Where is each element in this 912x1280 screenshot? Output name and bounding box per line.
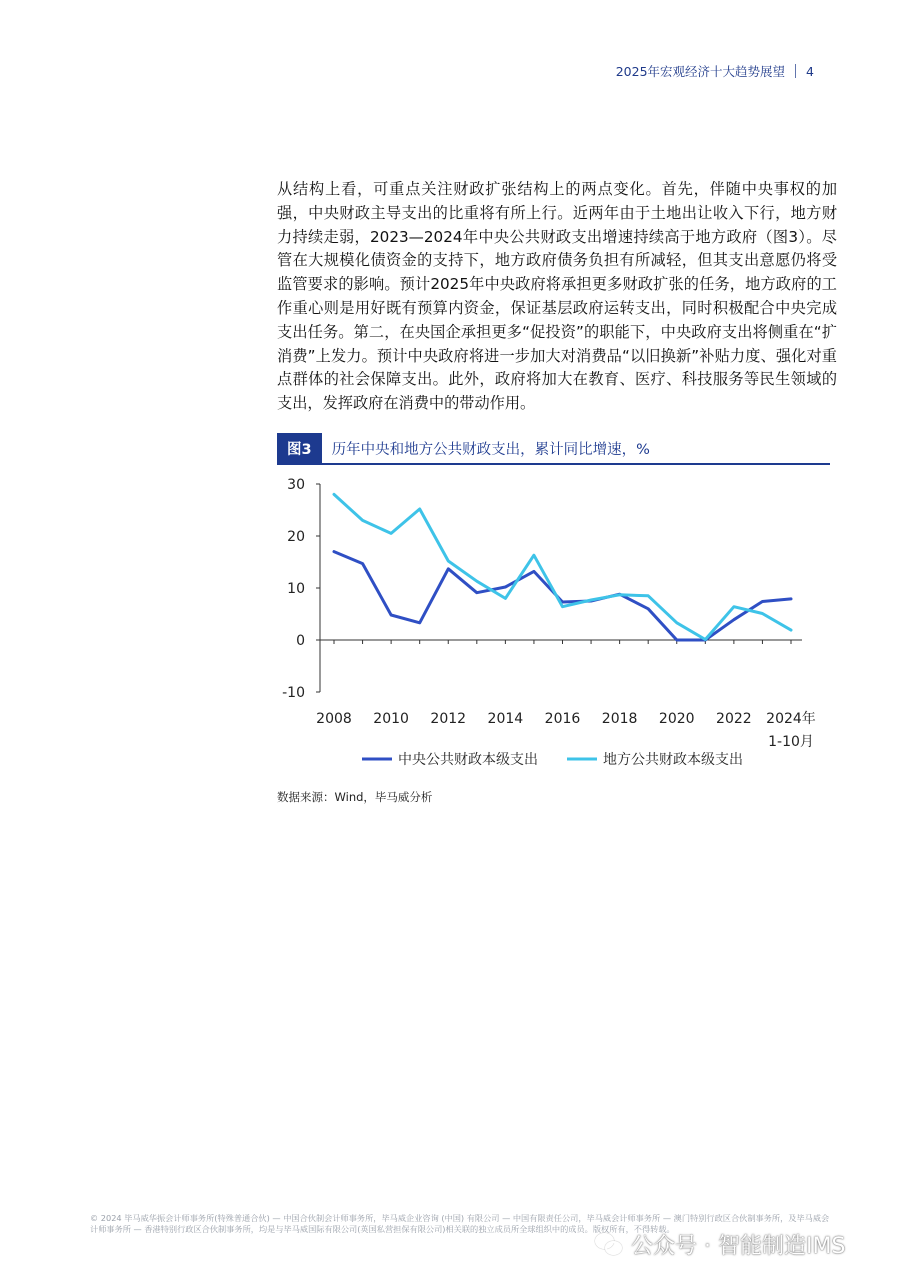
watermark bbox=[595, 1229, 845, 1259]
x-tick-label: 2018 bbox=[601, 711, 638, 727]
x-tick-label: 2020 bbox=[658, 711, 695, 727]
page-number: 4 bbox=[806, 63, 814, 79]
x-tick-label: 2014 bbox=[487, 711, 524, 727]
y-tick-label: 30 bbox=[287, 477, 305, 493]
body-paragraph: 从结构上看，可重点关注财政扩张结构上的两点变化。首先，伴随中央事权的加强，中央财政主导支出的比重将有所上行。近两年由于土地出让收入下行，地方财力持续走弱，2023—2024年中央公共财政支出增速持续高于地方政府（图3）。尽管在大规模化债资金的支持下，地方政府债务负担有所减轻，但其支出意愿仍将受监管要求的影响。预计2025年中央政府将承担更多财政扩张的任务，地方政府的工作重心则是用好既有预算内资金，保证基层政府运转支出，同时积极配合中央完成支出任务。第二，在央国企承担更多“促投资”的职能下，中央政府支出将侧重在“扩消费”上发力。预计中央政府将进一步加大对消费品“以旧换新”补贴力度、强化对重点群体的社会保障支出。此外，政府将加大在教育、医疗、科技服务等民生领域的支出，发挥政府在消费中的带动作用。 bbox=[277, 180, 837, 413]
x-tick-label: 2008 bbox=[316, 711, 352, 727]
footer-copyright: © 2024 毕马威华振会计师事务所(特殊普通合伙) — 中国合伙制会计师事务所，毕马威企业咨询 (中国) 有限公司 — 中国有限责任公司，毕马威会计师事务所 — 澳门特别行政区合伙制事务所，及毕马威会计师事务所 — 香港特别行政区合伙制事务所，均是与毕马威国际有限公司(英国私营担保有限公司)相关联的独立成员所全球组织中的成员。版权所有，不得转载。 bbox=[90, 1213, 830, 1234]
page-header bbox=[616, 62, 814, 80]
x-tick-label: 2010 bbox=[373, 711, 409, 727]
figure-label: 图3 bbox=[277, 433, 322, 463]
y-tick-label: 0 bbox=[296, 633, 305, 649]
header-divider bbox=[795, 64, 796, 78]
x-tick-label: 2016 bbox=[544, 711, 581, 727]
y-tick-label: 10 bbox=[287, 581, 305, 597]
line-chart bbox=[277, 470, 837, 780]
y-tick-label: -10 bbox=[282, 685, 305, 701]
figure-caption: 历年中央和地方公共财政支出，累计同比增速，% bbox=[331, 441, 650, 458]
legend-label: 地方公共财政本级支出 bbox=[603, 752, 743, 768]
series-line-1 bbox=[334, 552, 791, 640]
x-tick-label: 2012 bbox=[430, 711, 467, 727]
y-tick-label: 20 bbox=[287, 529, 305, 545]
watermark-text: 公众号 · 智能制造IMS bbox=[631, 1233, 846, 1259]
legend-label: 中央公共财政本级支出 bbox=[398, 752, 538, 768]
data-source: 数据来源：Wind，毕马威分析 bbox=[277, 790, 433, 804]
x-tick-label: 2022 bbox=[716, 711, 752, 727]
x-tick-label: 2024年 bbox=[766, 711, 816, 727]
wechat-icon bbox=[595, 1233, 623, 1255]
header-title: 2025年宏观经济十大趋势展望 bbox=[615, 64, 786, 79]
figure-title-bar bbox=[277, 433, 830, 465]
x-tick-label: 1-10月 bbox=[768, 734, 814, 750]
